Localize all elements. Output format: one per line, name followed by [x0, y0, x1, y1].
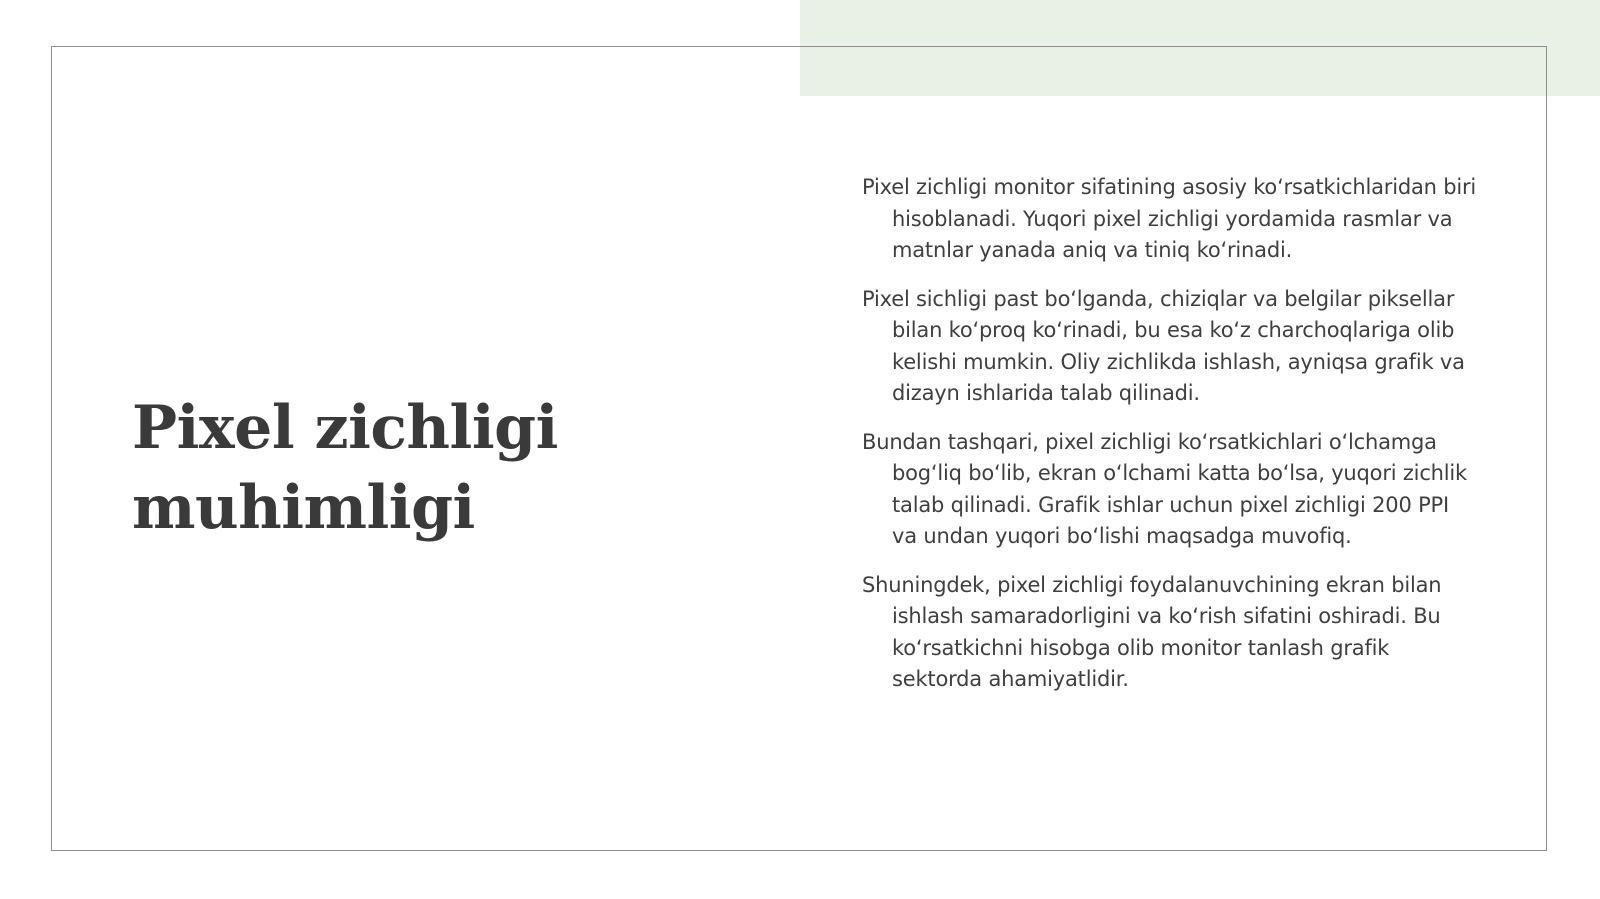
paragraph-1: Pixel zichligi monitor sifatining asosiy ko‘rsatkichlaridan biri hisoblanadi. Yuqori pixel zichligi yordamida rasmlar va matnlar yanada aniq va tiniq ko‘rinadi. [862, 175, 1477, 262]
slide-title: Pixel zichligi muhimligi [132, 393, 558, 543]
paragraph-2: Pixel sichligi past bo‘lganda, chiziqlar va belgilar piksellar bilan ko‘proq ko‘rinadi, bu esa ko‘z charchoqlariga olib kelishi mumkin. Oliy zichlikda ishlash, ayniqsa grafik va dizayn ishlarida talab qilinadi. [862, 286, 1465, 405]
paragraph-4: Shuningdek, pixel zichligi foydalanuvchining ekran bilan ishlash samaradorligini va ko‘rish sifatini oshiradi. Bu ko‘rsatkichni hisobga olib monitor tanlash grafik sektorda ahamiyatlidir. [862, 572, 1442, 691]
paragraph-3: Bundan tashqari, pixel zichligi ko‘rsatkichlari o‘lchamga bog‘liq bo‘lib, ekran o‘lchami katta bo‘lsa, yuqori zichlik talab qilinadi. Grafik ishlar uchun pixel zichligi 200 PPI va undan yuqori bo‘lishi maqsadga muvofiq. [862, 429, 1468, 548]
body-text [862, 172, 1477, 713]
